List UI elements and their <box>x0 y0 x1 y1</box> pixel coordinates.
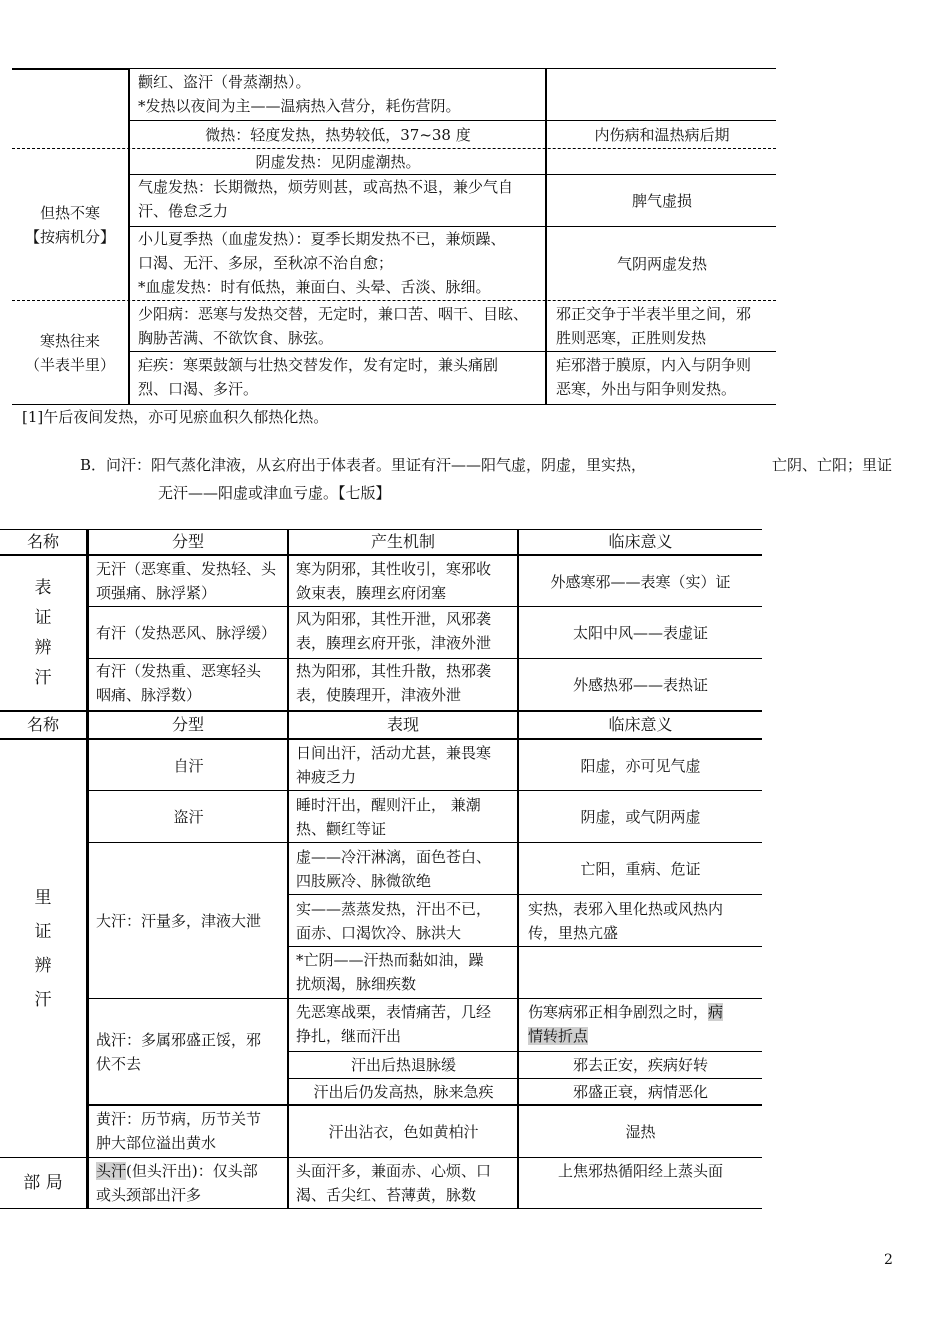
group-label-alternating: 寒热往来 （半表半里） <box>24 332 115 374</box>
fever-row-low-fever-symptom: 微热：轻度发热，热势较低，37~38 度 <box>205 125 471 144</box>
local-row-head-sweat-type: 头汗(但头汗出)：仅头部 或头颈部出汗多 <box>96 1162 258 1204</box>
interior-row-profuse-type: 大汗：汗量多，津液大泄 <box>96 911 262 930</box>
fever-row-malaria-meaning: 疟邪潜于膜原，内入与阴争则 恶寒，外出与阳争则发热。 <box>556 356 752 398</box>
interior-row-spontaneous-type: 自汗 <box>173 756 204 775</box>
header2-meaning: 临床意义 <box>608 715 673 734</box>
fever-row-summer-fever-meaning: 气阴两虚发热 <box>616 254 707 273</box>
exterior-row-wind-type: 有汗（发热恶风、脉浮缓） <box>96 623 277 642</box>
header2-type: 分型 <box>171 715 204 734</box>
header-meaning: 临床意义 <box>608 532 673 551</box>
shiver-sweat-recovery-manifestation: 汗出后热退脉缓 <box>350 1056 456 1074</box>
group-label-heat-only: 但热不寒 【按病机分】 <box>24 204 115 246</box>
header2-manifestation: 表现 <box>386 715 419 734</box>
fever-row-low-fever-meaning: 内伤病和温热病后期 <box>594 125 730 144</box>
fever-row-shaoyang-meaning: 邪正交争于半表半里之间，邪 胜则恶寒，正胜则发热 <box>556 305 752 347</box>
local-row-head-sweat-manifestation: 头面汗多，兼面赤、心烦、口 渴、舌尖红、苔薄黄，脉数 <box>296 1162 492 1204</box>
group-label-local-sweat: 部 局 <box>23 1173 63 1193</box>
page-number: 2 <box>884 1252 893 1268</box>
section-b-line1: B．问汗：阳气蒸化津液，从玄府出于体表者。里证有汗——阳气虚，阴虚，里实热， <box>80 456 647 474</box>
group-label-interior-sweat: 里 证 辨 汗 <box>34 887 52 1010</box>
header-mechanism: 产生机制 <box>370 532 435 551</box>
interior-row-spontaneous-manifestation: 日间出汗，活动尤甚，兼畏寒 神疲乏力 <box>296 744 492 786</box>
shiver-sweat-worsening-meaning: 邪盛正衰，病情恶化 <box>572 1082 708 1101</box>
exterior-row-no-sweat-meaning: 外感寒邪——表寒（实）证 <box>550 572 731 591</box>
header-name: 名称 <box>26 532 59 551</box>
interior-row-yellow-sweat-manifestation: 汗出沾衣，色如黄柏汁 <box>328 1123 479 1141</box>
interior-row-yellow-sweat-meaning: 湿热 <box>625 1123 656 1141</box>
profuse-yang-collapse-manifestation: 虚——冷汗淋漓，面色苍白、 四肢厥冷、脉微欲绝 <box>296 848 492 890</box>
shiver-sweat-worsening-manifestation: 汗出后仍发高热，脉来急疾 <box>313 1082 494 1101</box>
profuse-excess-heat-manifestation: 实——蒸蒸发热，汗出不已， 面赤、口渴饮冷、脉洪大 <box>296 900 492 942</box>
fever-row-shaoyang-symptom: 少阳病：恶寒与发热交替，无定时，兼口苦、咽干、目眩、 胸胁苦满、不欲饮食、脉弦。 <box>138 305 529 347</box>
exterior-row-heat-mechanism: 热为阳邪，其性升散，热邪袭 表，使腠理开，津液外泄 <box>296 662 492 704</box>
shiver-sweat-crisis-manifestation: 先恶寒战栗，表情痛苦，几经 挣扎，继而汗出 <box>296 1003 492 1045</box>
interior-row-night-sweat-meaning: 阴虚，或气阴两虚 <box>580 807 701 826</box>
section-b-line2: 无汗——阳虚或津血亏虚。【七版】 <box>158 484 391 502</box>
footnote: [1]午后夜间发热，亦可见瘀血积久郁热化热。 <box>22 408 329 426</box>
fever-row-yin-deficiency-symptom: 阴虚发热：见阴虚潮热。 <box>255 152 421 171</box>
fever-row-malaria-symptom: 疟疾：寒栗鼓颔与壮热交替发作，发有定时，兼头痛剧 烈、口渴、多汗。 <box>138 356 499 398</box>
fever-row-qi-deficiency-symptom: 气虚发热：长期微热，烦劳则甚，或高热不退，兼少气自 汗、倦怠乏力 <box>138 178 514 220</box>
group-label-exterior-sweat: 表 证 辨 汗 <box>34 578 52 688</box>
profuse-yang-collapse-meaning: 亡阳，重病、危证 <box>580 859 701 878</box>
interior-row-shiver-sweat-type: 战汗：多属邪盛正馁，邪 伏不去 <box>96 1030 262 1073</box>
header2-name: 名称 <box>26 715 59 734</box>
shiver-sweat-crisis-meaning: 伤寒病邪正相争剧烈之时，病 情转折点 <box>528 1003 724 1045</box>
fever-row-summer-fever-symptom: 小儿夏季热（血虚发热）：夏季长期发热不已，兼烦躁、 口渴、无汗、多尿，至秋凉不治自愈； *血虚发热：时有低热，兼面白、头晕、舌淡、脉细。 <box>138 230 506 296</box>
exterior-row-wind-mechanism: 风为阳邪，其性开泄，风邪袭 表，腠理玄府开张，津液外泄 <box>296 610 492 652</box>
exterior-row-wind-meaning: 太阳中风——表虚证 <box>572 623 708 642</box>
interior-row-night-sweat-manifestation: 睡时汗出，醒则汗止， 兼潮 热、颧红等证 <box>296 796 481 838</box>
exterior-row-heat-meaning: 外感热邪——表热证 <box>572 675 708 694</box>
header-type: 分型 <box>171 532 204 551</box>
fever-row-night-symptom: 颧红、盗汗（骨蒸潮热）。 *发热以夜间为主——温病热入营分，耗伤营阴。 <box>138 73 461 115</box>
exterior-row-no-sweat-mechanism: 寒为阴邪，其性收引，寒邪收 敛束表，腠理玄府闭塞 <box>296 560 492 602</box>
interior-row-spontaneous-meaning: 阳虚，亦可见气虚 <box>580 756 701 775</box>
local-row-head-sweat-meaning: 上焦邪热循阳经上蒸头面 <box>557 1162 723 1180</box>
section-b-line1-right: 亡阴、亡阳；里证 <box>772 456 893 474</box>
exterior-row-no-sweat-type: 无汗（恶寒重、发热轻、头 项强痛、脉浮紧） <box>96 560 277 602</box>
shiver-sweat-recovery-meaning: 邪去正安，疾病好转 <box>572 1056 708 1074</box>
interior-row-night-sweat-type: 盗汗 <box>173 807 204 826</box>
interior-row-yellow-sweat-type: 黄汗：历节病，历节关节 肿大部位溢出黄水 <box>96 1110 262 1152</box>
fever-row-qi-deficiency-meaning: 脾气虚损 <box>631 191 692 210</box>
exterior-row-heat-type: 有汗（发热重、恶寒轻头 咽痛、脉浮数） <box>96 662 262 704</box>
profuse-excess-heat-meaning: 实热，表邪入里化热或风热内 传，里热亢盛 <box>528 900 724 942</box>
profuse-yin-collapse-manifestation: *亡阴——汗热而黏如油，躁 扰烦渴，脉细疾数 <box>296 951 484 993</box>
